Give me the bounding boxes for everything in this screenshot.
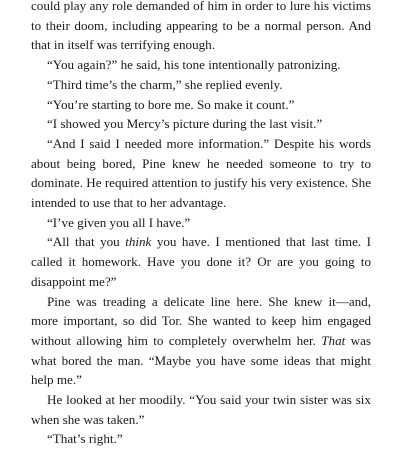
paragraph [31, 75, 371, 95]
paragraph [31, 390, 371, 429]
paragraph [31, 114, 371, 134]
italic-text: That [321, 332, 346, 348]
text-run: “I’ve given you all I have.” [47, 214, 191, 230]
paragraph [31, 55, 371, 75]
paragraph [31, 0, 371, 55]
paragraph [31, 232, 371, 291]
text-run: “And I said I needed more information.” Despite his words about being bored, Pine knew he needed someone to try to dominate. He required attention to justify his very existence. She intended to use that to her advantage. [31, 135, 371, 211]
paragraph [31, 95, 371, 115]
text-run: He looked at her moodily. “You said your twin sister was six when she was taken.” [31, 392, 371, 427]
book-page [31, 0, 371, 447]
paragraph [31, 213, 371, 233]
text-run: “I showed you Mercy’s picture during the last visit.” [47, 116, 323, 132]
text-run: you have. I mentioned that last time. I called it homework. Have you done it? Or are you going to disappoint me?” [31, 234, 371, 289]
paragraph [31, 429, 371, 449]
text-run: could play any role demanded of him in order to lure his victims to their doom, including appearing to be a normal person. And that in itself was terrifying enough. [31, 0, 371, 53]
text-run: “You’re starting to bore me. So make it count.” [47, 96, 295, 112]
text-run: “You again?” he said, his tone intentionally patronizing. [47, 57, 341, 73]
text-run: “All that you [47, 234, 126, 250]
paragraph [31, 134, 371, 213]
text-run: was what bored the man. “Maybe you have some ideas that might help me.” [31, 332, 371, 388]
text-run: Pine was treading a delicate line here. She knew it—and, more important, so did Tor. She wanted to keep him engaged without allowing him to completely overwhelm her. [31, 293, 371, 348]
text-run: “Third time’s the charm,” she replied evenly. [47, 76, 283, 92]
paragraph [31, 292, 371, 391]
text-run: “That’s right.” [47, 431, 123, 447]
page-body [31, 0, 371, 449]
italic-text: think [125, 234, 152, 250]
